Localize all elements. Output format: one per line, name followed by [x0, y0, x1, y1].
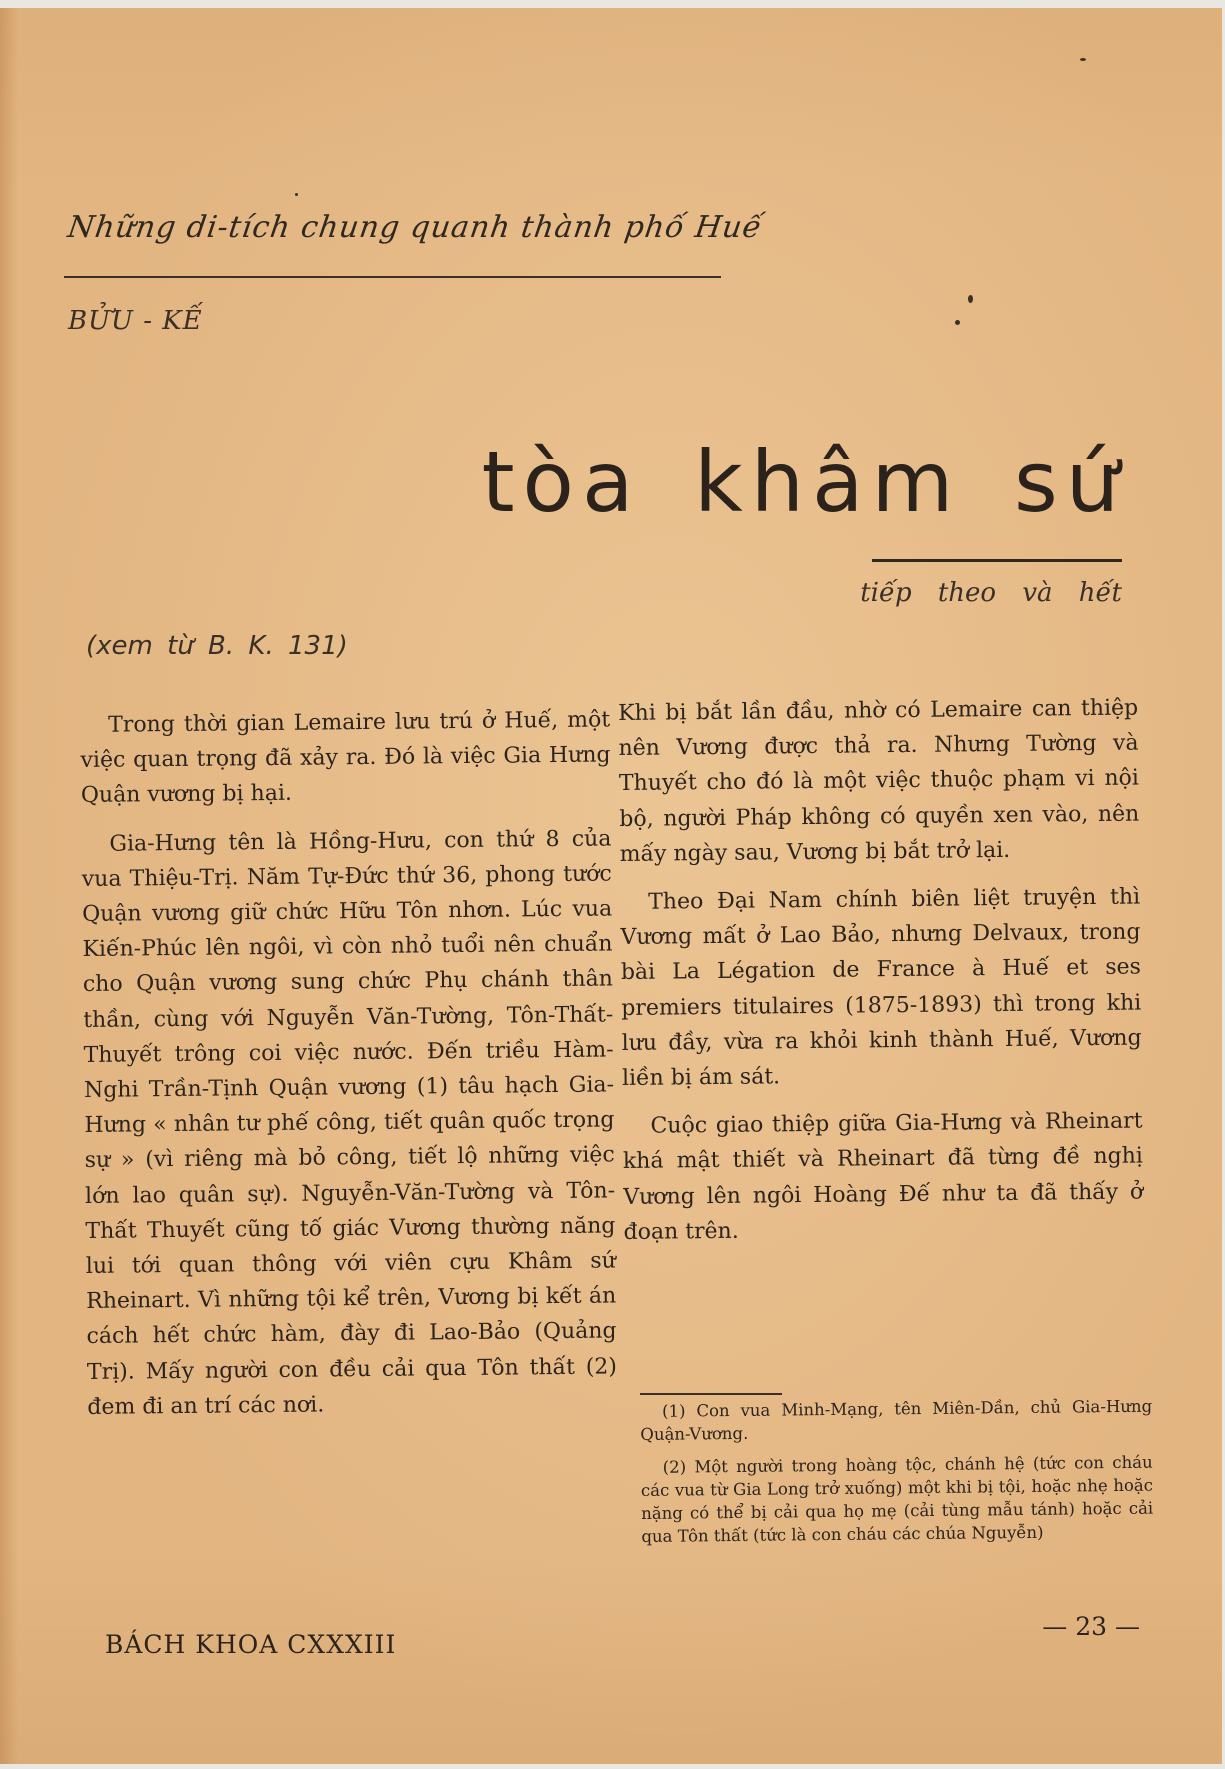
right-column	[618, 691, 1144, 1263]
publication-name: BÁCH KHOA CXXXIII	[105, 1630, 397, 1659]
footnotes	[640, 1395, 1154, 1558]
page-edge-shadow	[0, 8, 18, 1764]
series-title-underline	[64, 276, 721, 278]
ink-speck	[1080, 58, 1086, 61]
series-title: Những di-tích chung quanh thành phố Huế	[65, 210, 765, 245]
page-number: — 23 —	[1042, 1612, 1140, 1641]
ink-speck	[295, 193, 298, 196]
paragraph: Khi bị bắt lần đầu, nhờ có Lemaire can thiệp nên Vương được thả ra. Nhưng Tường và Thuyết cho đó là một việc thuộc phạm vi nội bộ, người Pháp không có quyền xen vào, nên mấy ngày sau, Vương bị bắt trở lại.	[618, 695, 1140, 867]
article-title: tòa khâm sứ	[481, 433, 1127, 531]
paragraph: Trong thời gian Lemaire lưu trú ở Huế, một việc quan trọng đã xảy ra. Đó là việc Gia Hưng Quận vương bị hại.	[80, 707, 611, 809]
paragraph: Theo Đại Nam chính biên liệt truyện thì Vương mất ở Lao Bảo, nhưng Delvaux, trong bài La Légation de France à Huế et ses premiers titulaires (1875-1893) thì trong khi lưu đầy, vừa ra khỏi kinh thành Huế, Vương liền bị ám sát.	[620, 884, 1142, 1092]
footnote: (1) Con vua Minh-Mạng, tên Miên-Dần, chủ Gia-Hưng Quận-Vương.	[640, 1396, 1153, 1444]
ink-speck	[968, 295, 973, 303]
paragraph: Cuộc giao thiệp giữa Gia-Hưng và Rheinart khá mật thiết và Rheinart đã từng đề nghị Vương lên ngôi Hoàng Đế như ta đã thấy ở đoạn trên.	[622, 1108, 1144, 1245]
footnote: (2) Một người trong hoàng tộc, chánh hệ (tức con cháu các vua từ Gia Long trở xuống) một khi bị tội, hoặc nhẹ hoặc nặng có thể bị cải qua họ mẹ (cải tùng mẫu tánh) hoặc cải qua Tôn thất (tức là con cháu các chúa Nguyễn)	[640, 1452, 1154, 1546]
footnote-rule	[640, 1393, 782, 1395]
title-rule	[872, 559, 1122, 562]
ink-speck	[955, 320, 960, 325]
see-from-reference: (xem từ B. K. 131)	[86, 631, 348, 661]
left-column	[80, 702, 618, 1438]
author-name: BỬU - KẾ	[68, 306, 203, 336]
paragraph: Gia-Hưng tên là Hồng-Hưu, con thứ 8 của vua Thiệu-Trị. Năm Tự-Đức thứ 36, phong tước Quận vương giữ chức Hữu Tôn nhơn. Lúc vua Kiến-Phúc lên ngôi, vì còn nhỏ tuổi nên chuẩn cho Quận vương sung chức Phụ chánh thân thần, cùng với Nguyễn Văn-Tường, Tôn-Thất-Thuyết trông coi việc nước. Đến triều Hàm-Nghi Trần-Tịnh Quận vương (1) tâu hạch Gia-Hưng « nhân tư phế công, tiết quân quốc trọng sự » (vì riêng mà bỏ công, tiết lộ những việc lớn lao quân sự). Nguyễn-Văn-Tường và Tôn-Thất Thuyết cũng tố giác Vương thường năng lui tới quan thông với viên cựu Khâm sứ Rheinart. Vì những tội kể trên, Vương bị kết án cách hết chức hàm, đày đi Lao-Bảo (Quảng Trị). Mấy người con đều cải qua Tôn thất (2) đem đi an trí các nơi.	[81, 826, 618, 1420]
magazine-page	[0, 8, 1222, 1764]
continued-note: tiếp theo và hết	[860, 578, 1122, 608]
